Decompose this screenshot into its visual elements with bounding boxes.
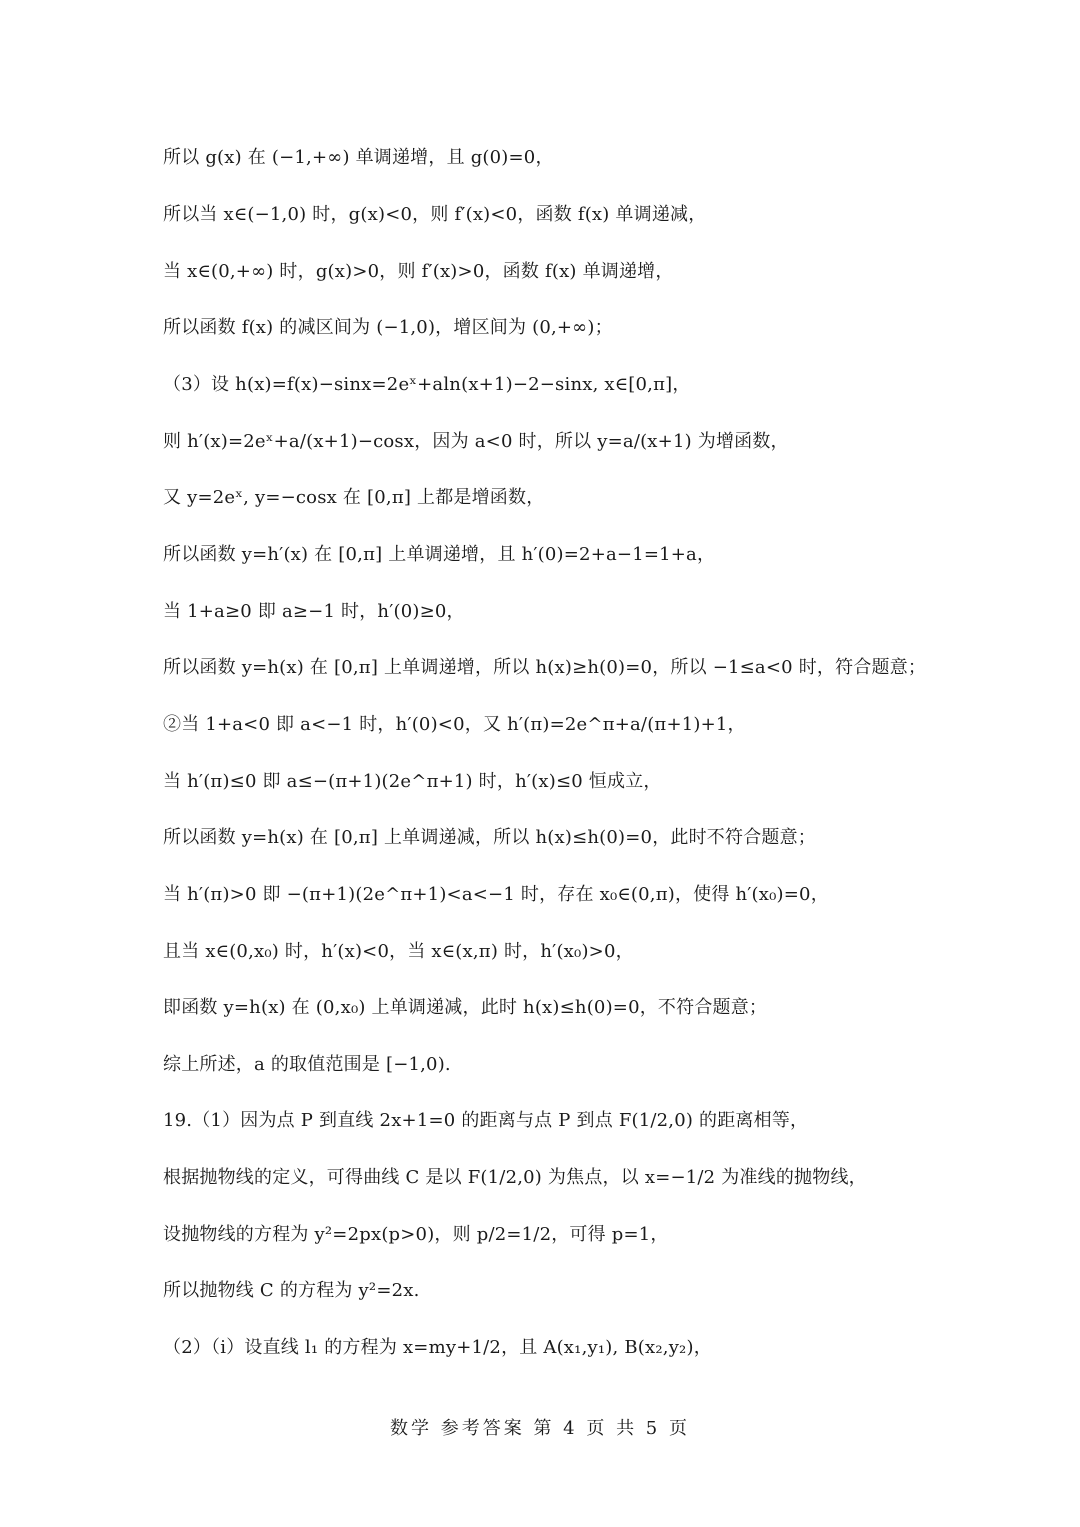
problem-19-line: 所以抛物线 C 的方程为 y²=2x.	[163, 1280, 420, 1301]
page-footer: 数学 参考答案 第 4 页 共 5 页	[390, 1418, 690, 1439]
solution-line: ②当 1+a<0 即 a<−1 时，h′(0)<0，又 h′(π)=2e^π+a/(π+1)+1，	[163, 714, 746, 735]
solution-line: 当 h′(π)>0 即 −(π+1)(2e^π+1)<a<−1 时，存在 x₀∈(0,π)，使得 h′(x₀)=0，	[163, 884, 829, 905]
problem-19-line: （2）（i）设直线 l₁ 的方程为 x=my+1/2，且 A(x₁,y₁), B(x₂,y₂)，	[163, 1337, 712, 1358]
solution-line: 所以函数 y=h′(x) 在 [0,π] 上单调递增，且 h′(0)=2+a−1=1+a，	[163, 544, 716, 565]
solution-line: 综上所述，a 的取值范围是 [−1,0).	[163, 1054, 451, 1075]
solution-line: 所以函数 y=h(x) 在 [0,π] 上单调递增，所以 h(x)≥h(0)=0，所以 −1≤a<0 时，符合题意；	[163, 657, 927, 678]
solution-line: 所以函数 y=h(x) 在 [0,π] 上单调递减，所以 h(x)≤h(0)=0，此时不符合题意；	[163, 827, 816, 848]
solution-line: 当 h′(π)≤0 即 a≤−(π+1)(2e^π+1) 时，h′(x)≤0 恒成立，	[163, 771, 662, 792]
solution-line: 所以当 x∈(−1,0) 时，g(x)<0，则 f′(x)<0，函数 f(x) 单调递减，	[163, 204, 707, 225]
solution-line: 所以 g(x) 在 (−1,+∞) 单调递增，且 g(0)=0，	[163, 147, 554, 168]
solution-line: （3）设 h(x)=f(x)−sinx=2eˣ+aln(x+1)−2−sinx, x∈[0,π]，	[163, 374, 691, 395]
problem-19-line: 19.（1）因为点 P 到直线 2x+1=0 的距离与点 P 到点 F(1/2,0) 的距离相等，	[163, 1110, 809, 1131]
solution-line: 所以函数 f(x) 的减区间为 (−1,0)，增区间为 (0,+∞)；	[163, 317, 613, 338]
solution-line: 即函数 y=h(x) 在 (0,x₀) 上单调递减，此时 h(x)≤h(0)=0，不符合题意；	[163, 997, 768, 1018]
problem-19-line: 设抛物线的方程为 y²=2px(p>0)，则 p/2=1/2，可得 p=1，	[163, 1224, 669, 1245]
solution-line: 则 h′(x)=2eˣ+a/(x+1)−cosx，因为 a<0 时，所以 y=a/(x+1) 为增函数，	[163, 431, 789, 452]
solution-line: 当 x∈(0,+∞) 时，g(x)>0，则 f′(x)>0，函数 f(x) 单调递增，	[163, 261, 674, 282]
solution-line: 又 y=2eˣ, y=−cosx 在 [0,π] 上都是增函数，	[163, 487, 545, 508]
solution-line: 当 1+a≥0 即 a≥−1 时，h′(0)≥0，	[163, 601, 465, 622]
solution-line: 且当 x∈(0,x₀) 时，h′(x)<0，当 x∈(x,π) 时，h′(x₀)>0，	[163, 941, 634, 962]
problem-19-line: 根据抛物线的定义，可得曲线 C 是以 F(1/2,0) 为焦点，以 x=−1/2 为准线的抛物线，	[163, 1167, 867, 1188]
